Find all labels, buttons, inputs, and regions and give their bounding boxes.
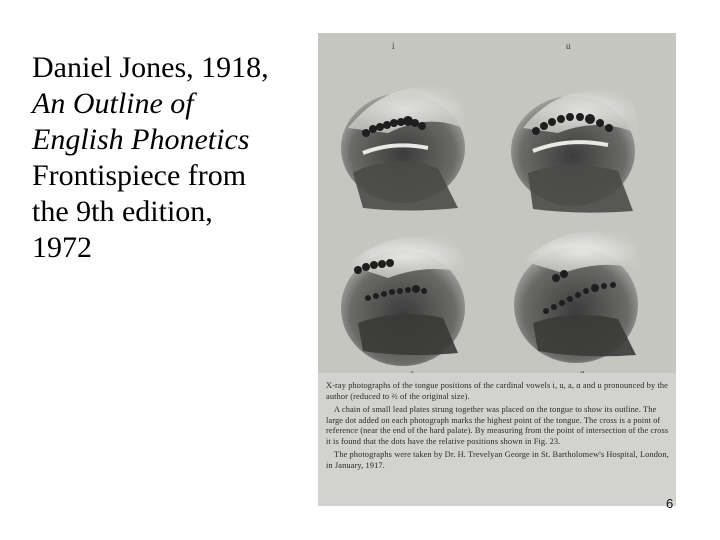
- caption-line-year: 1972: [32, 231, 92, 264]
- panel-label-u: u: [566, 41, 571, 51]
- caption-line-author: Daniel Jones, 1918,: [32, 51, 269, 84]
- caption-line-title-1: An Outline of: [32, 87, 194, 120]
- frontispiece-photo: [318, 33, 676, 506]
- caption-line-source-1: Frontispiece from: [32, 159, 247, 192]
- page-number: 6: [666, 496, 674, 511]
- slide-caption: [32, 50, 312, 266]
- figure-caption-p2: A chain of small lead plates strung together was placed on the tongue to show its outline. The large dot added on each photograph marks the highest point of the tongue. The cross is a point of reference (near the end of the hard palate). By measuring from the point of intersection of the cross it is found that the dots have the relative positions shown in Fig. 23.: [326, 405, 669, 446]
- caption-line-source-2: the 9th edition,: [32, 195, 213, 228]
- caption-line-title-2: English Phonetics: [32, 123, 250, 156]
- figure-caption: [326, 381, 671, 474]
- figure-caption-p3: The photographs were taken by Dr. H. Trevelyan George in St. Bartholomew's Hospital, London, in January, 1917.: [326, 450, 669, 470]
- figure-caption-p1: X-ray photographs of the tongue positions of the cardinal vowels i, u, a, ɑ and u pronounced by the author (reduced to ⅔ of the original size).: [326, 381, 668, 401]
- panel-label-i: i: [392, 41, 395, 51]
